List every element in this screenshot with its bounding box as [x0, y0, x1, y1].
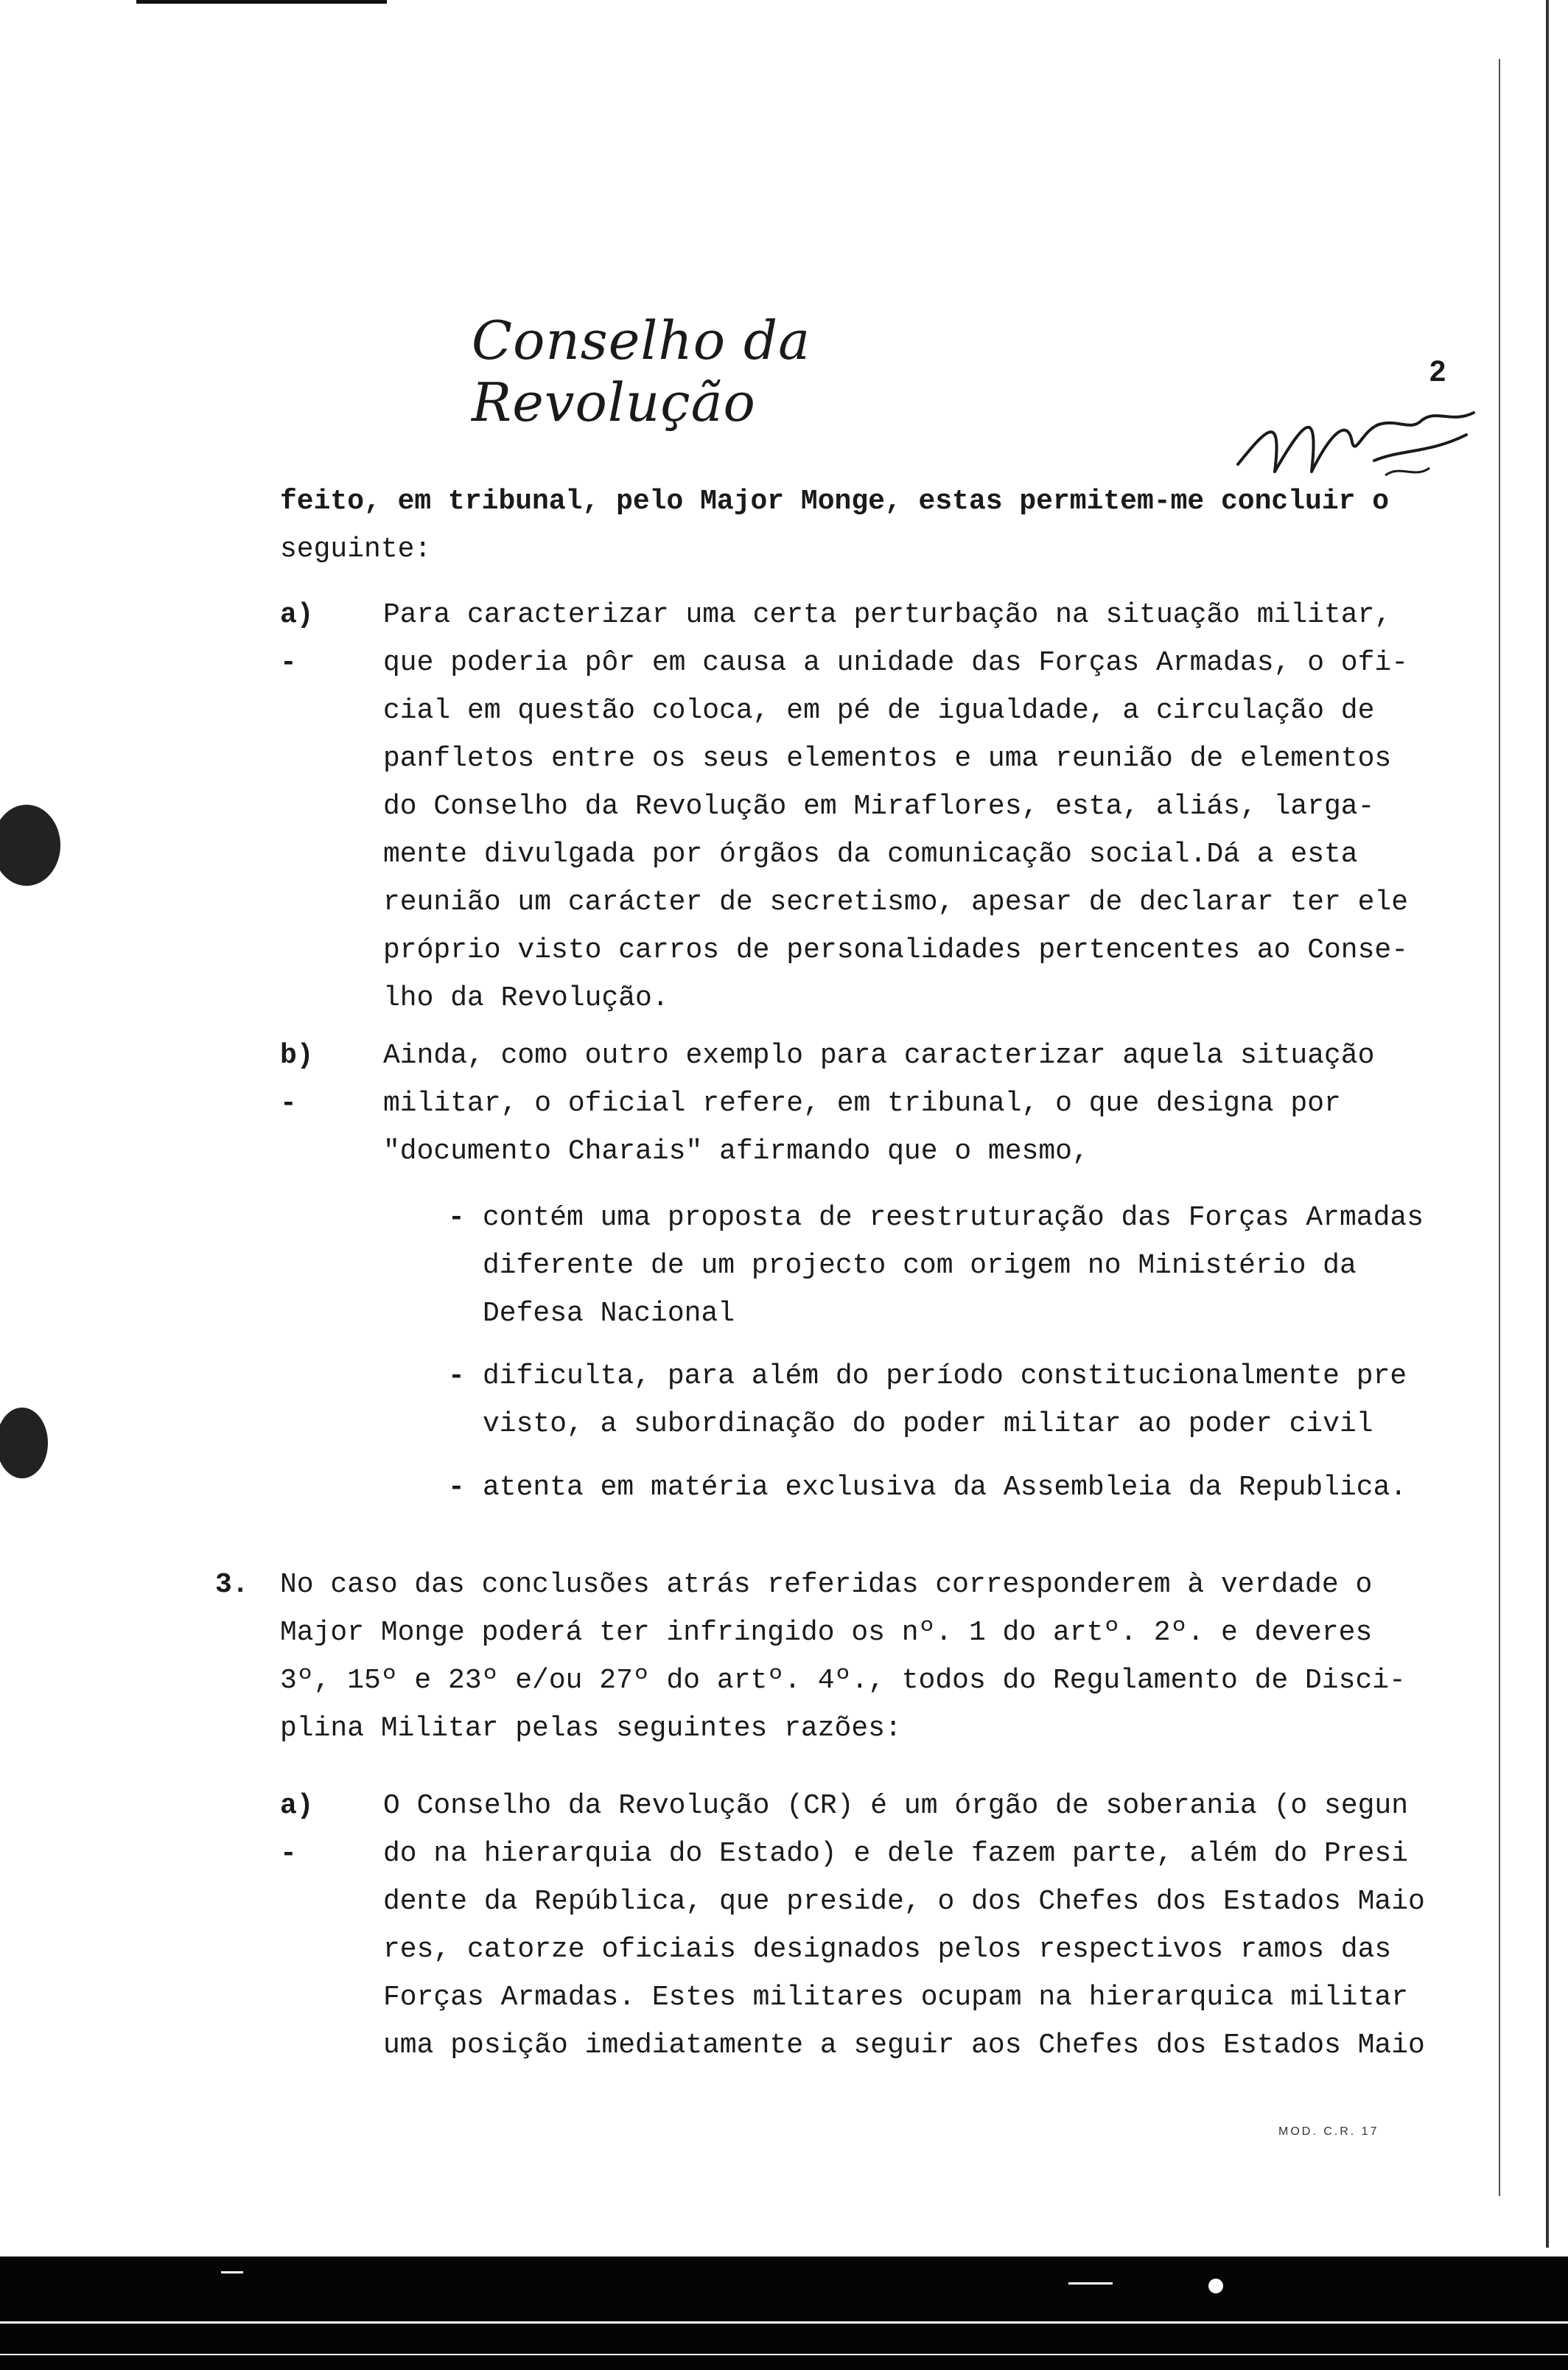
form-code: MOD. C.R. 17: [1278, 2125, 1379, 2138]
band-speck: [1208, 2279, 1223, 2293]
item-a-line: Para caracterizar uma certa perturbação na situação militar,: [383, 599, 1392, 631]
section3-item-a-line: Forças Armadas. Estes militares ocupam na hierarquica militar: [383, 1982, 1409, 2013]
item-a-line: próprio visto carros de personalidades pertencentes ao Conse-: [383, 934, 1409, 966]
section3-item-a-line: uma posição imediatamente a seguir aos Chefes dos Estados Maio: [383, 2030, 1425, 2061]
left-margin-blot-1: [0, 805, 60, 886]
subitem-line: diferente de um projecto com origem no Ministério da: [483, 1250, 1357, 1282]
scan-bottom-band: [0, 2257, 1568, 2370]
section3-item-a-line: do na hierarquia do Estado) e dele fazem parte, além do Presi: [383, 1838, 1409, 1870]
letterhead: Conselho da Revolução: [472, 310, 811, 433]
band-white-line: [0, 2321, 1568, 2324]
item-a-line: lho da Revolução.: [383, 982, 669, 1014]
section3-line: 3º, 15º e 23º e/ou 27º do artº. 4º., todos do Regulamento de Disci-: [280, 1665, 1406, 1696]
item-a-line: cial em questão coloca, em pé de igualdade, a circulação de: [383, 695, 1375, 727]
band-white-line: [0, 2354, 1568, 2355]
item-b-line: militar, o oficial refere, em tribunal, o que designa por: [383, 1088, 1341, 1119]
right-scan-edge: [1546, 0, 1549, 2248]
section3-item-a-line: O Conselho da Revolução (CR) é um órgão de soberania (o segun: [383, 1790, 1409, 1822]
subitem-line: visto, a subordinação do poder militar ao poder civil: [483, 1408, 1373, 1440]
subitem-line: atenta em matéria exclusiva da Assembleia da Republica.: [483, 1472, 1407, 1503]
page-number: 2: [1429, 355, 1446, 388]
section3-line: No caso das conclusões atrás referidas corresponderem à verdade o: [280, 1569, 1373, 1601]
band-speck: [221, 2271, 243, 2273]
handwritten-signature: [1223, 383, 1503, 486]
opening-line: feito, em tribunal, pelo Major Monge, estas permitem-me concluir o: [280, 486, 1390, 517]
item-a-line: mente divulgada por órgãos da comunicação social.Dá a esta: [383, 839, 1358, 870]
item-a-line: panfletos entre os seus elementos e uma reunião de elementos: [383, 743, 1392, 775]
section3-item-a-line: dente da República, que preside, o dos Chefes dos Estados Maio: [383, 1886, 1425, 1918]
section-number: 3.: [215, 1569, 249, 1601]
subitem-marker: -: [448, 1202, 465, 1234]
item-marker: a) -: [280, 1790, 314, 1870]
subitem-line: contém uma proposta de reestruturação das Forças Armadas: [483, 1202, 1424, 1234]
band-speck: [1068, 2282, 1113, 2285]
item-b-line: "documento Charais" afirmando que o mesmo,: [383, 1136, 1089, 1167]
top-scan-edge: [136, 0, 387, 4]
section3-item-a-line: res, catorze oficiais designados pelos respectivos ramos das: [383, 1934, 1392, 1965]
item-marker: a) -: [280, 599, 314, 679]
opening-line: seguinte:: [280, 534, 432, 565]
left-margin-blot-2: [0, 1408, 48, 1478]
item-a-line: reunião um carácter de secretismo, apesar de declarar ter ele: [383, 887, 1409, 918]
section3-line: Major Monge poderá ter infringido os nº. 1 do artº. 2º. e deveres: [280, 1617, 1373, 1649]
item-a-line: que poderia pôr em causa a unidade das Forças Armadas, o ofi-: [383, 647, 1409, 679]
section3-line: plina Militar pelas seguintes razões:: [280, 1713, 902, 1744]
item-marker: b) -: [280, 1040, 314, 1119]
subitem-line: dificulta, para além do período constitucionalmente pre: [483, 1360, 1407, 1392]
subitem-marker: -: [448, 1360, 465, 1392]
subitem-marker: -: [448, 1472, 465, 1503]
item-a-line: do Conselho da Revolução em Miraflores, esta, aliás, larga-: [383, 791, 1375, 822]
item-b-line: Ainda, como outro exemplo para caracterizar aquela situação: [383, 1040, 1375, 1072]
subitem-line: Defesa Nacional: [483, 1298, 735, 1329]
right-scan-edge-inner: [1499, 59, 1500, 2196]
